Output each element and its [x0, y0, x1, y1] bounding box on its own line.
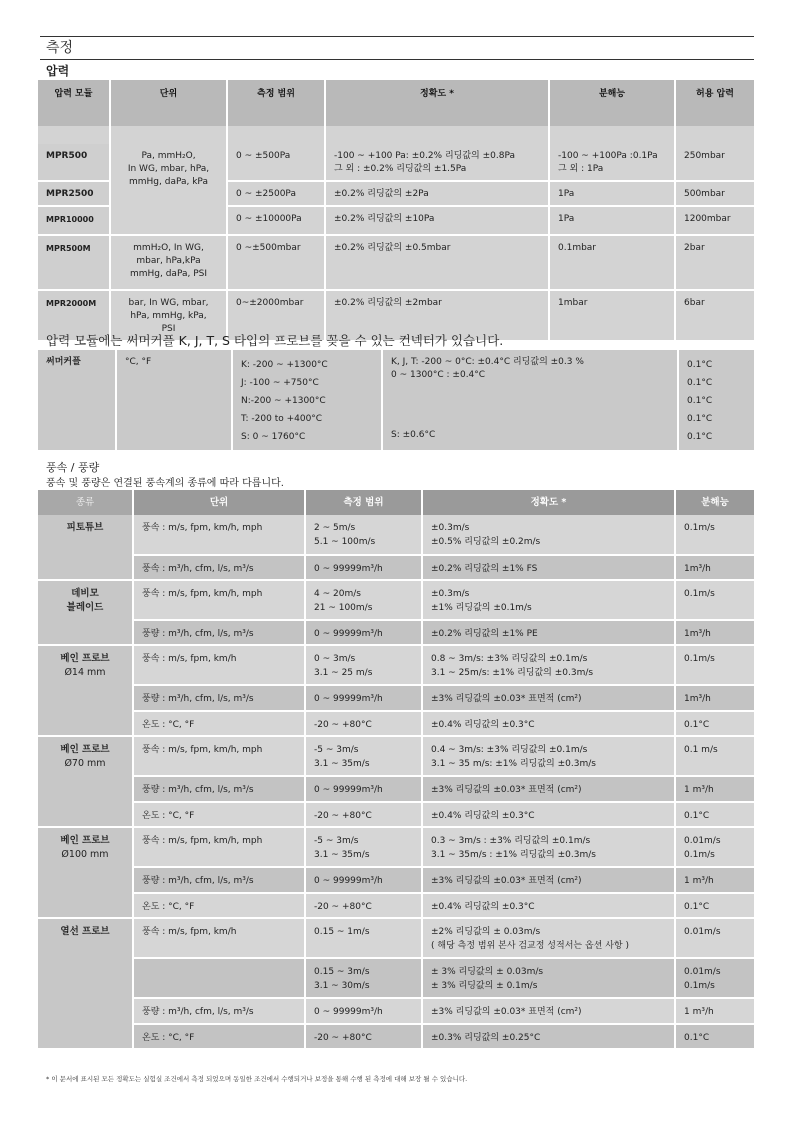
accuracy-cell: ±0.3% 리딩값의 ±0.25°C — [422, 1024, 675, 1049]
unit-cell: 풍속 : m/s, fpm, km/h, mph — [133, 827, 305, 867]
model-cell: 써머커플 — [38, 350, 116, 450]
model-cell: MPR500 — [38, 144, 110, 181]
spacer-row — [38, 126, 754, 144]
unit-cell: 풍속 : m/s, fpm, km/h — [133, 645, 305, 685]
range-cell: 4 ~ 20m/s 21 ~ 100m/s — [305, 580, 422, 620]
resolution-cell: -100 ~ +100Pa :0.1Pa 그 외 : 1Pa — [549, 144, 675, 181]
resolution-cell: 0.01m/s 0.1m/s — [675, 958, 754, 998]
resolution-cell: 0.01m/s 0.1m/s — [675, 827, 754, 867]
accuracy-s-text: S: ±0.6°C — [391, 430, 436, 440]
range-cell: 0 ~±500mbar — [227, 235, 325, 290]
thermocouple-table — [38, 350, 754, 450]
table-row — [38, 1024, 754, 1049]
range-cell: 0 ~ 99999m³/h — [305, 867, 422, 893]
table-row — [38, 736, 754, 776]
column-header: 압력 모듈 — [38, 80, 110, 126]
connector-note: 압력 모듈에는 써머커플 K, J, T, S 타입의 프로브를 꽂을 수 있는 컨넥터가 있습니다. — [46, 333, 504, 348]
probe-type-cell — [38, 580, 133, 645]
max-pressure-cell: 250mbar — [675, 144, 754, 181]
accuracy-cell: ±0.3m/s ±1% 리딩값의 ±0.1m/s — [422, 580, 675, 620]
probe-name: 베인 프로브 — [60, 835, 110, 846]
accuracy-cell: ±3% 리딩값의 ±0.03* 표면적 (cm²) — [422, 998, 675, 1024]
resolution-cell: 1m³/h — [675, 620, 754, 645]
table-row — [38, 711, 754, 736]
column-header: 측정 범위 — [227, 80, 325, 126]
range-cell: 0~±2000mbar — [227, 290, 325, 341]
range-cell: 0 ~ ±10000Pa — [227, 206, 325, 235]
accuracy-cell: ±0.2% 리딩값의 ±10Pa — [325, 206, 549, 235]
table-row — [38, 776, 754, 802]
table-row — [38, 144, 754, 181]
unit-cell: 온도 : °C, °F — [133, 802, 305, 827]
max-pressure-cell: 500mbar — [675, 181, 754, 206]
table-row — [38, 998, 754, 1024]
unit-cell: 풍속 : m/s, fpm, km/h, mph — [133, 580, 305, 620]
table-row — [38, 685, 754, 711]
column-header: 정확도 * — [325, 80, 549, 126]
resolution-cell: 0.1mbar — [549, 235, 675, 290]
unit-cell: °C, °F — [116, 350, 232, 450]
unit-cell: 풍량 : m³/h, cfm, l/s, m³/s — [133, 776, 305, 802]
range-cell: 0.15 ~ 1m/s — [305, 918, 422, 958]
accuracy-cell: ±0.2% 리딩값의 ±2mbar — [325, 290, 549, 341]
accuracy-cell: ±0.2% 리딩값의 ±0.5mbar — [325, 235, 549, 290]
unit-cell: 온도 : °C, °F — [133, 711, 305, 736]
section-title: 측정 — [40, 36, 754, 60]
range-cell: 0 ~ 3m/s 3.1 ~ 25 m/s — [305, 645, 422, 685]
table-row — [38, 645, 754, 685]
pressure-title: 압력 — [46, 64, 70, 78]
accuracy-cell: 0.8 ~ 3m/s: ±3% 리딩값의 ±0.1m/s 3.1 ~ 25m/s: ±1% 리딩값의 ±0.3m/s — [422, 645, 675, 685]
unit-cell: bar, In WG, mbar, hPa, mmHg, kPa, PSI — [110, 290, 227, 341]
table-row — [38, 235, 754, 290]
probe-size: Ø70 mm — [64, 758, 106, 769]
unit-cell: 온도 : °C, °F — [133, 893, 305, 918]
resolution-cell: 0.1°C — [675, 1024, 754, 1049]
resolution-cell: 0.1m/s — [675, 580, 754, 620]
probe-size: Ø100 mm — [61, 849, 109, 860]
range-cell: K: -200 ~ +1300°C J: -100 ~ +750°C N:-200 ~ +1300°C T: -200 to +400°C S: 0 ~ 1760°C — [232, 350, 382, 450]
resolution-cell: 0.1°C — [675, 893, 754, 918]
column-header: 정확도 * — [422, 490, 675, 515]
accuracy-cell: ± 3% 리딩값의 ± 0.03m/s ± 3% 리딩값의 ± 0.1m/s — [422, 958, 675, 998]
table-row — [38, 802, 754, 827]
accuracy-cell: ±2% 리딩값의 ± 0.03m/s ( 해당 측정 범위 본사 검교정 성적서는 옵션 사항 ) — [422, 918, 675, 958]
resolution-cell: 1Pa — [549, 181, 675, 206]
table-row — [38, 893, 754, 918]
resolution-cell: 1 m³/h — [675, 867, 754, 893]
resolution-cell: 0.1m/s — [675, 515, 754, 555]
accuracy-cell: ±0.2% 리딩값의 ±1% PE — [422, 620, 675, 645]
probe-type-cell — [38, 827, 133, 918]
unit-cell: 풍량 : m³/h, cfm, l/s, m³/s — [133, 867, 305, 893]
resolution-cell: 0.1 m/s — [675, 736, 754, 776]
accuracy-cell: -100 ~ +100 Pa: ±0.2% 리딩값의 ±0.8Pa 그 외 : ±0.2% 리딩값의 ±1.5Pa — [325, 144, 549, 181]
max-pressure-cell: 2bar — [675, 235, 754, 290]
unit-cell: 풍속 : m/s, fpm, km/h, mph — [133, 736, 305, 776]
accuracy-cell: ±0.4% 리딩값의 ±0.3°C — [422, 893, 675, 918]
unit-cell — [133, 958, 305, 998]
accuracy-cell: ±0.4% 리딩값의 ±0.3°C — [422, 711, 675, 736]
probe-name: 데비모 블레이드 — [66, 588, 104, 613]
probe-type-cell — [38, 918, 133, 1049]
probe-type-cell — [38, 645, 133, 736]
range-cell: 0 ~ 99999m³/h — [305, 998, 422, 1024]
column-header: 단위 — [110, 80, 227, 126]
accuracy-cell: 0.4 ~ 3m/s: ±3% 리딩값의 ±0.1m/s 3.1 ~ 35 m/s: ±1% 리딩값의 ±0.3m/s — [422, 736, 675, 776]
column-header: 종류 — [38, 490, 133, 515]
accuracy-cell: ±3% 리딩값의 ±0.03* 표면적 (cm²) — [422, 867, 675, 893]
probe-size: Ø14 mm — [64, 667, 106, 678]
accuracy-cell: ±3% 리딩값의 ±0.03* 표면적 (cm²) — [422, 776, 675, 802]
resolution-cell: 1 m³/h — [675, 776, 754, 802]
air-subtitle: 풍속 및 풍량은 연결된 풍속계의 종류에 따라 다릅니다. — [46, 478, 284, 489]
unit-cell: 풍량 : m³/h, cfm, l/s, m³/s — [133, 685, 305, 711]
unit-cell: 풍속 : m/s, fpm, km/h, mph — [133, 515, 305, 555]
model-cell: MPR2500 — [38, 181, 110, 206]
resolution-cell: 1Pa — [549, 206, 675, 235]
unit-cell: 온도 : °C, °F — [133, 1024, 305, 1049]
range-cell: -20 ~ +80°C — [305, 893, 422, 918]
unit-cell: 풍속 : m³/h, cfm, l/s, m³/s — [133, 555, 305, 580]
table-row — [38, 918, 754, 958]
range-cell: -20 ~ +80°C — [305, 802, 422, 827]
table-row — [38, 958, 754, 998]
column-header: 단위 — [133, 490, 305, 515]
range-cell: 0 ~ 99999m³/h — [305, 776, 422, 802]
accuracy-cell: 0.3 ~ 3m/s : ±3% 리딩값의 ±0.1m/s 3.1 ~ 35m/s : ±1% 리딩값의 ±0.3m/s — [422, 827, 675, 867]
range-cell: 0 ~ 99999m³/h — [305, 685, 422, 711]
resolution-cell: 0.01m/s — [675, 918, 754, 958]
accuracy-cell — [382, 350, 678, 450]
air-title: 풍속 / 풍량 — [46, 461, 100, 474]
column-header: 허용 압력 — [675, 80, 754, 126]
footnote: * 이 문서에 표시된 모든 정확도는 실험실 조건에서 측정 되었으며 동일한 조건에서 수행되거나 보정을 통해 수행 된 측정에 대해 보장 될 수 있습니다. — [46, 1075, 468, 1083]
range-cell: 0 ~ 99999m³/h — [305, 555, 422, 580]
table-row — [38, 620, 754, 645]
range-cell: 0.15 ~ 3m/s 3.1 ~ 30m/s — [305, 958, 422, 998]
range-cell: -20 ~ +80°C — [305, 711, 422, 736]
airflow-table — [38, 490, 754, 1050]
accuracy-cell: ±0.2% 리딩값의 ±2Pa — [325, 181, 549, 206]
resolution-cell: 1 m³/h — [675, 998, 754, 1024]
resolution-cell: 1m³/h — [675, 555, 754, 580]
unit-cell: 풍량 : m³/h, cfm, l/s, m³/s — [133, 998, 305, 1024]
probe-type-cell — [38, 736, 133, 827]
range-cell: 0 ~ ±2500Pa — [227, 181, 325, 206]
probe-name: 베인 프로브 — [60, 653, 110, 664]
pressure-table — [38, 80, 754, 342]
probe-name: 베인 프로브 — [60, 744, 110, 755]
resolution-cell: 1m³/h — [675, 685, 754, 711]
range-cell: 0 ~ 99999m³/h — [305, 620, 422, 645]
column-header: 분해능 — [549, 80, 675, 126]
range-cell: 2 ~ 5m/s 5.1 ~ 100m/s — [305, 515, 422, 555]
accuracy-text: K, J, T: -200 ~ 0°C: ±0.4°C 리딩값의 ±0.3 % 0 ~ 1300°C : ±0.4°C — [391, 357, 584, 380]
unit-cell: 풍량 : m³/h, cfm, l/s, m³/s — [133, 620, 305, 645]
table-row — [38, 555, 754, 580]
table-row — [38, 515, 754, 555]
unit-cell: mmH₂O, In WG, mbar, hPa,kPa mmHg, daPa, PSI — [110, 235, 227, 290]
probe-name: 열선 프로브 — [60, 926, 110, 937]
resolution-cell: 0.1°C 0.1°C 0.1°C 0.1°C 0.1°C — [678, 350, 754, 450]
max-pressure-cell: 1200mbar — [675, 206, 754, 235]
resolution-cell: 0.1m/s — [675, 645, 754, 685]
table-row — [38, 580, 754, 620]
resolution-cell: 0.1°C — [675, 711, 754, 736]
model-cell: MPR500M — [38, 235, 110, 290]
table-row — [38, 827, 754, 867]
range-cell: 0 ~ ±500Pa — [227, 144, 325, 181]
range-cell: -20 ~ +80°C — [305, 1024, 422, 1049]
accuracy-cell: ±0.3m/s ±0.5% 리딩값의 ±0.2m/s — [422, 515, 675, 555]
range-cell: -5 ~ 3m/s 3.1 ~ 35m/s — [305, 736, 422, 776]
unit-cell: Pa, mmH₂O, In WG, mbar, hPa, mmHg, daPa, kPa — [110, 144, 227, 235]
accuracy-cell: ±0.2% 리딩값의 ±1% FS — [422, 555, 675, 580]
table-row — [38, 867, 754, 893]
accuracy-cell: ±0.4% 리딩값의 ±0.3°C — [422, 802, 675, 827]
accuracy-cell: ±3% 리딩값의 ±0.03* 표면적 (cm²) — [422, 685, 675, 711]
unit-cell: 풍속 : m/s, fpm, km/h — [133, 918, 305, 958]
range-cell: -5 ~ 3m/s 3.1 ~ 35m/s — [305, 827, 422, 867]
resolution-cell: 0.1°C — [675, 802, 754, 827]
table-row — [38, 350, 754, 450]
probe-type-cell — [38, 515, 133, 580]
max-pressure-cell: 6bar — [675, 290, 754, 341]
column-header: 측정 범위 — [305, 490, 422, 515]
probe-name: 피토튜브 — [66, 522, 104, 533]
model-cell: MPR2000M — [38, 290, 110, 341]
column-header: 분해능 — [675, 490, 754, 515]
resolution-cell: 1mbar — [549, 290, 675, 341]
model-cell: MPR10000 — [38, 206, 110, 235]
